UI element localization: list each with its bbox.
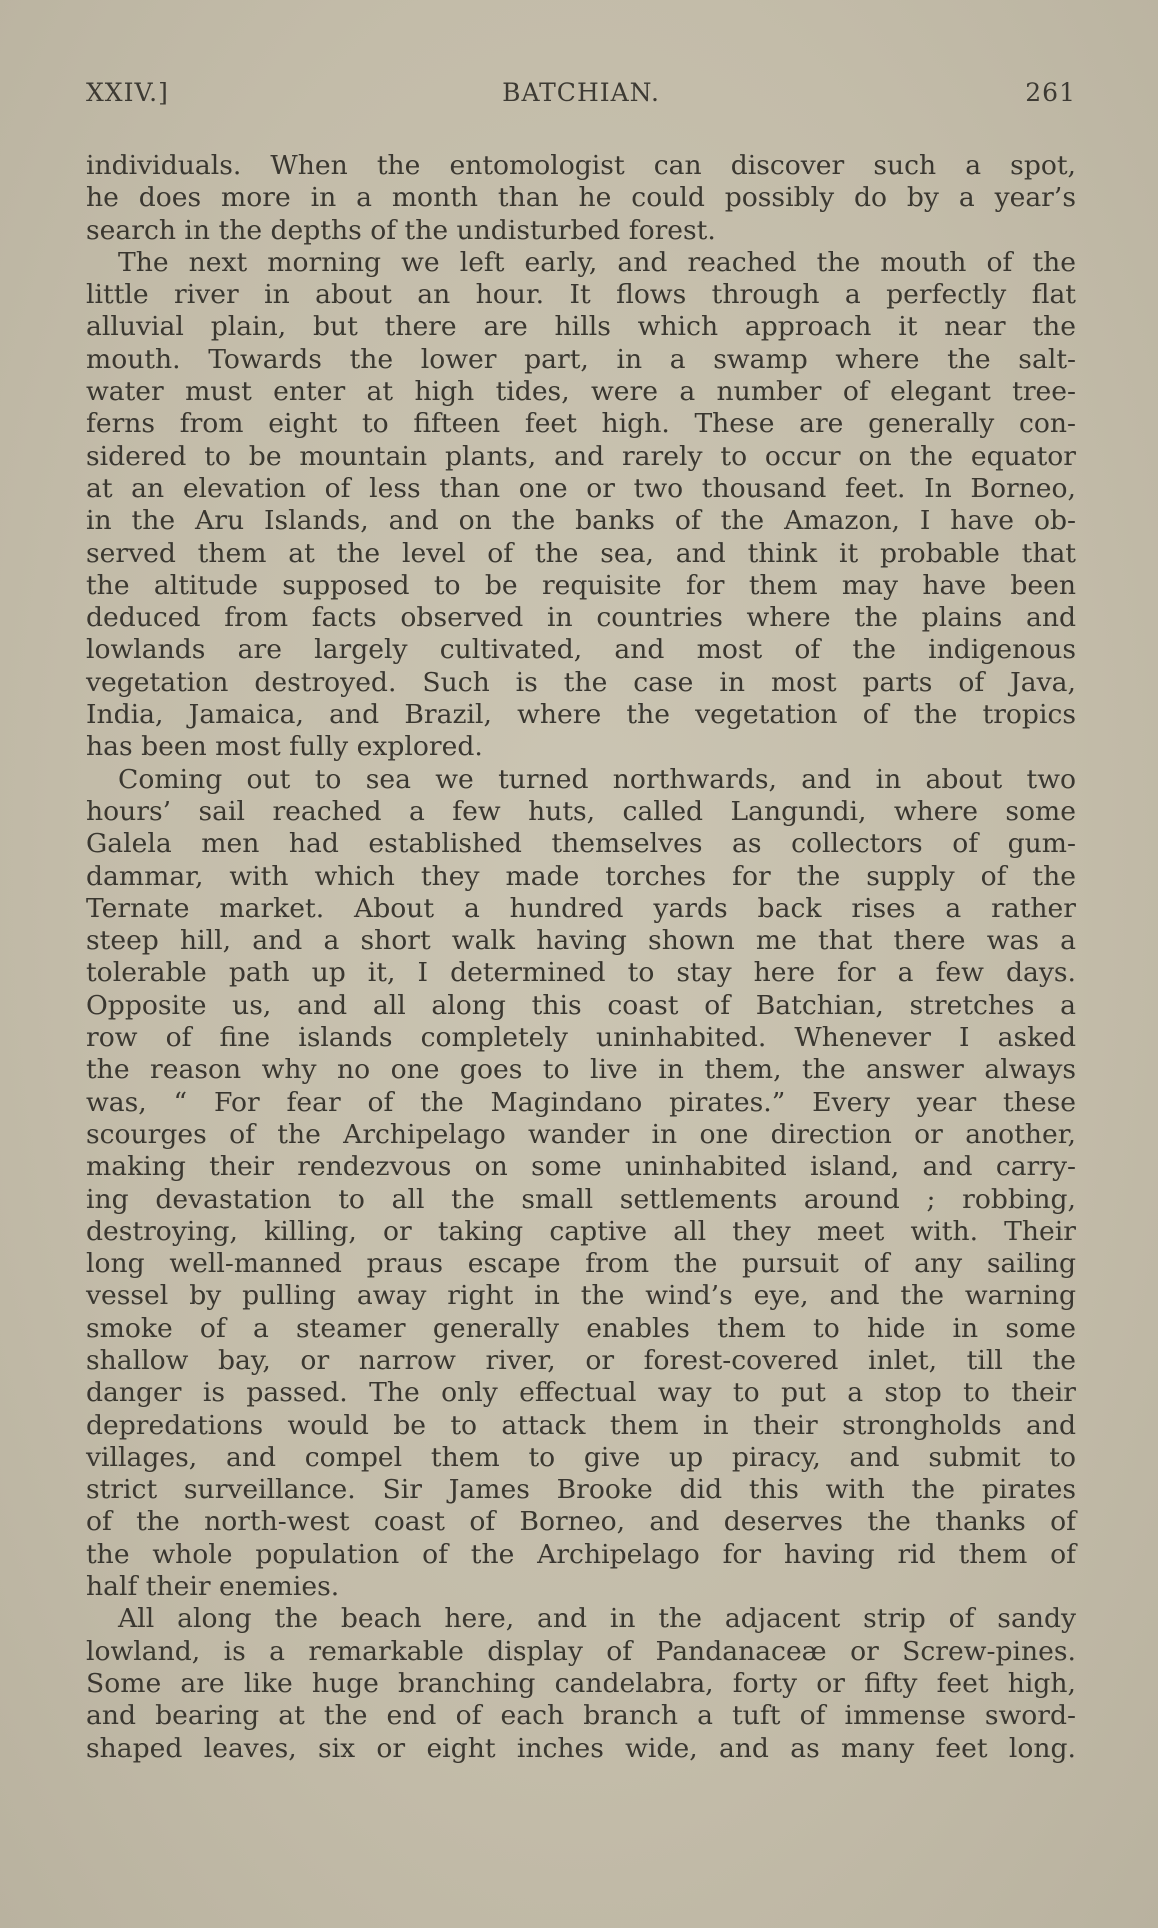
text-line: and bearing at the end of each branch a tuft of immense sword- xyxy=(86,1700,1076,1732)
body-text xyxy=(86,150,1076,1765)
text-line: Ternate market. About a hundred yards back rises a rather xyxy=(86,892,1076,924)
running-title: BATCHIAN. xyxy=(502,78,660,107)
text-line: of the north-west coast of Borneo, and deserves the thanks of xyxy=(86,1506,1076,1538)
text-line: the altitude supposed to be requisite for them may have been xyxy=(86,569,1076,601)
text-line: villages, and compel them to give up piracy, and submit to xyxy=(86,1441,1076,1473)
text-line: half their enemies. xyxy=(86,1571,340,1603)
text-line: long well-manned praus escape from the pursuit of any sailing xyxy=(86,1248,1076,1280)
text-line: lowlands are largely cultivated, and most of the indigenous xyxy=(86,634,1076,666)
text-line: the reason why no one goes to live in them, the answer always xyxy=(86,1054,1076,1086)
text-line: lowland, is a remarkable display of Pandanaceæ or Screw-pines. xyxy=(86,1635,1076,1667)
text-line: in the Aru Islands, and on the banks of the Amazon, I have ob- xyxy=(86,505,1076,537)
text-line: search in the depths of the undisturbed forest. xyxy=(86,214,716,246)
text-line: Coming out to sea we turned northwards, and in about two xyxy=(118,763,1076,795)
text-line: danger is passed. The only effectual way to put a stop to their xyxy=(86,1377,1076,1409)
text-line: he does more in a month than he could possibly do by a year’s xyxy=(86,182,1076,214)
text-line: smoke of a steamer generally enables them to hide in some xyxy=(86,1312,1076,1344)
text-line: little river in about an hour. It flows through a perfectly flat xyxy=(86,279,1076,311)
text-line: sidered to be mountain plants, and rarely to occur on the equator xyxy=(86,440,1076,472)
text-line: ing devastation to all the small settlements around ; robbing, xyxy=(86,1183,1076,1215)
text-line: deduced from facts observed in countries where the plains and xyxy=(86,602,1076,634)
text-line: destroying, killing, or taking captive all they meet with. Their xyxy=(86,1215,1076,1247)
text-line: making their rendezvous on some uninhabited island, and carry- xyxy=(86,1151,1076,1183)
text-line: vessel by pulling away right in the wind’s eye, and the warning xyxy=(86,1280,1076,1312)
text-line: served them at the level of the sea, and think it probable that xyxy=(86,537,1076,569)
text-line: row of fine islands completely uninhabited. Whenever I asked xyxy=(86,1022,1076,1054)
text-line: water must enter at high tides, were a number of elegant tree- xyxy=(86,376,1076,408)
text-line: depredations would be to attack them in their strongholds and xyxy=(86,1409,1076,1441)
text-line: steep hill, and a short walk having shown me that there was a xyxy=(86,925,1076,957)
text-line: hours’ sail reached a few huts, called Langundi, where some xyxy=(86,795,1076,827)
text-line: strict surveillance. Sir James Brooke did this with the pirates xyxy=(86,1474,1076,1506)
text-line: India, Jamaica, and Brazil, where the vegetation of the tropics xyxy=(86,699,1076,731)
text-line: All along the beach here, and in the adjacent strip of sandy xyxy=(118,1603,1076,1635)
text-line: the whole population of the Archipelago for having rid them of xyxy=(86,1538,1076,1570)
page-number: 261 xyxy=(1025,78,1076,107)
text-line: shallow bay, or narrow river, or forest-covered inlet, till the xyxy=(86,1344,1076,1376)
chapter-marker: XXIV.] xyxy=(86,78,169,107)
text-line: The next morning we left early, and reached the mouth of the xyxy=(118,246,1076,278)
text-line: was, “ For fear of the Magindano pirates.” Every year these xyxy=(86,1086,1076,1118)
text-line: alluvial plain, but there are hills which approach it near the xyxy=(86,311,1076,343)
text-line: Galela men had established themselves as collectors of gum- xyxy=(86,828,1076,860)
text-line: tolerable path up it, I determined to stay here for a few days. xyxy=(86,957,1076,989)
text-line: ferns from eight to fifteen feet high. These are generally con- xyxy=(86,408,1076,440)
text-line: scourges of the Archipelago wander in one direction or another, xyxy=(86,1118,1076,1150)
text-line: shaped leaves, six or eight inches wide, and as many feet long. xyxy=(86,1732,1076,1764)
text-line: at an elevation of less than one or two thousand feet. In Borneo, xyxy=(86,472,1076,504)
text-line: dammar, with which they made torches for the supply of the xyxy=(86,860,1076,892)
text-line: Opposite us, and all along this coast of Batchian, stretches a xyxy=(86,989,1076,1021)
text-line: individuals. When the entomologist can discover such a spot, xyxy=(86,150,1076,181)
text-line: vegetation destroyed. Such is the case in most parts of Java, xyxy=(86,666,1076,698)
text-line: has been most fully explored. xyxy=(86,731,483,763)
text-line: Some are like huge branching candelabra, forty or fifty feet high, xyxy=(86,1667,1076,1699)
running-header xyxy=(86,78,1076,118)
text-line: mouth. Towards the lower part, in a swamp where the salt- xyxy=(86,343,1076,375)
